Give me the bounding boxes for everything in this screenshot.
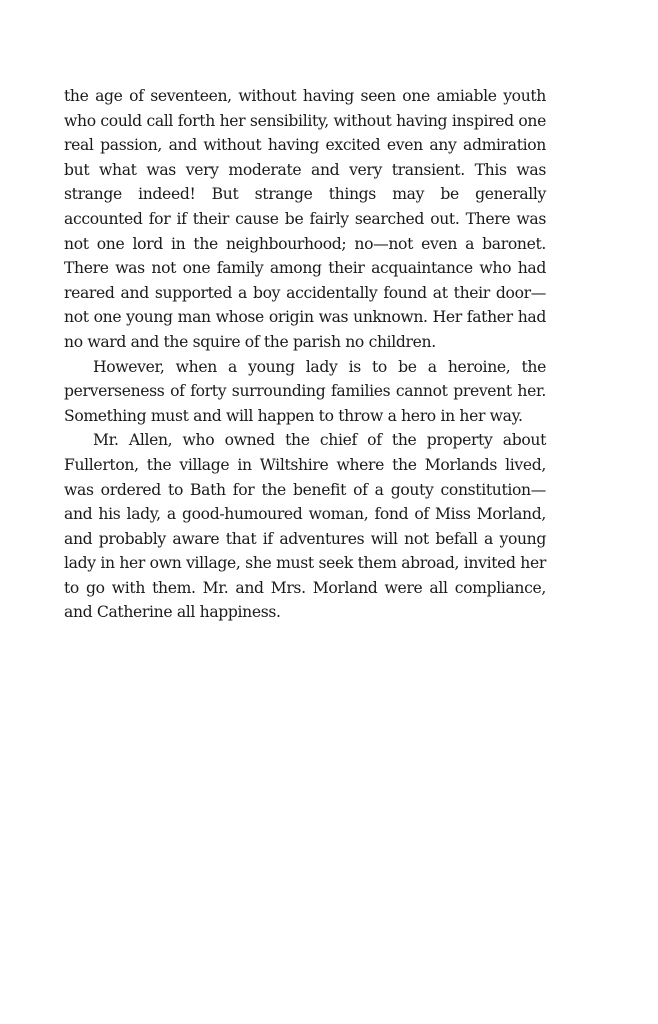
page-text-block xyxy=(64,84,546,625)
paragraph-heroine: However, when a young lady is to be a heroine, the perverseness of forty surrounding families cannot prevent her. Something must and will happen to throw a hero in her way. xyxy=(64,357,546,425)
paragraph-continued: the age of seventeen, without having seen one amiable youth who could call forth her sensibility, without having inspired one real passion, and without having excited even any admiration but what was very moderate and very transient. This was strange indeed! But strange things may be generally accounted for if their cause be fairly searched out. There was not one lord in the neighbourhood; no—not even a baronet. There was not one family among their acquaintance who had reared and supported a boy accidentally found at their door—not one young man whose origin was unknown. Her father had no ward and the squire of the parish no children. xyxy=(64,87,546,351)
paragraph-mr-allen: Mr. Allen, who owned the chief of the property about Fullerton, the village in Wiltshire where the Morlands lived, was ordered to Bath for the benefit of a gouty constitution—and his lady, a good-humoured woman, fond of Miss Morland, and probably aware that if adventures will not befall a young lady in her own village, she must seek them abroad, invited her to go with them. Mr. and Mrs. Morland were all compliance, and Catherine all happiness. xyxy=(64,431,546,622)
